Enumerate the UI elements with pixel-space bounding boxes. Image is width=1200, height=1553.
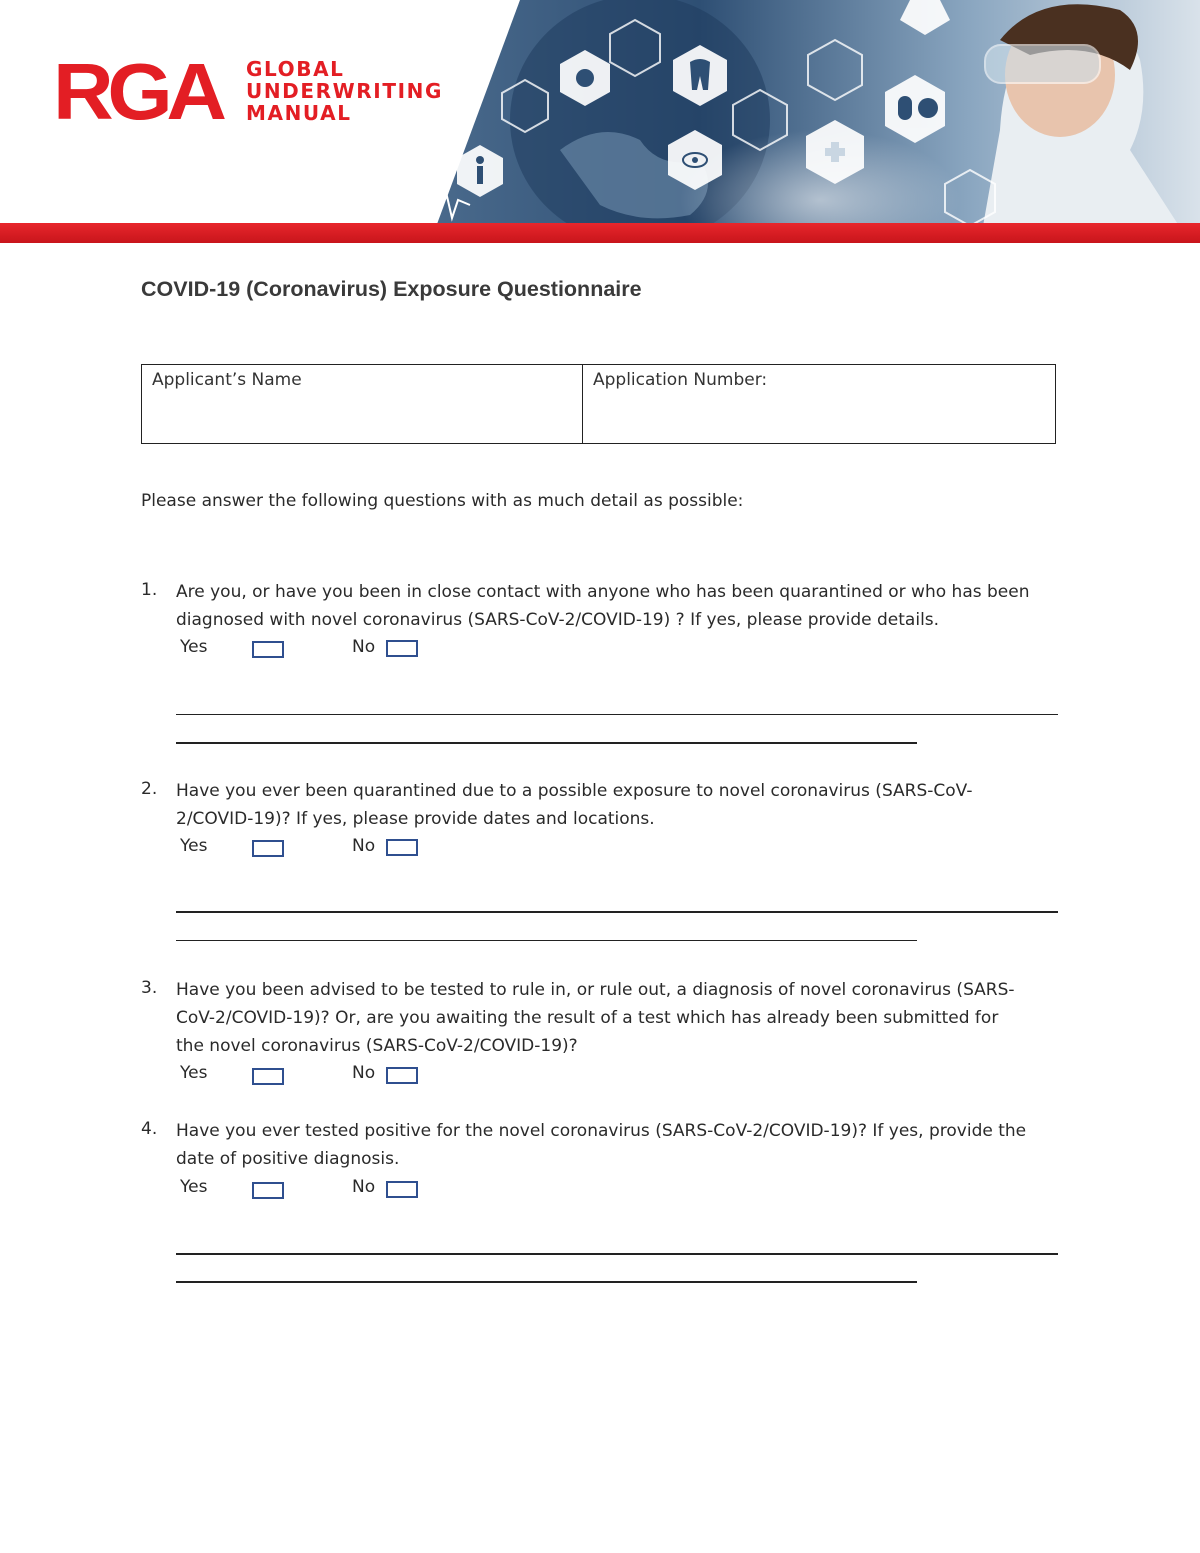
question-3-line-1: Have you been advised to be tested to rule in, or rule out, a diagnosis of novel coronavirus (SARS- (176, 980, 1015, 1000)
manual-name (246, 58, 443, 124)
question-4-answer-line-1[interactable] (176, 1253, 1058, 1255)
question-2-no-label: No (352, 836, 376, 856)
question-4-yes-checkbox[interactable] (252, 1182, 284, 1199)
applicant-name-cell[interactable] (142, 365, 583, 443)
question-2-line-2: 2/COVID-19)? If yes, please provide dates and locations. (176, 809, 655, 829)
question-4-number: 4. (141, 1119, 158, 1139)
question-1-line-1: Are you, or have you been in close contact with anyone who has been quarantined or who has been (176, 582, 1030, 602)
page-title: COVID-19 (Coronavirus) Exposure Questionnaire (141, 277, 642, 301)
question-3-yes-label: Yes (180, 1063, 208, 1083)
question-1-answer-line-2[interactable] (176, 742, 917, 744)
question-1-text (176, 578, 1029, 634)
question-1-number: 1. (141, 580, 158, 600)
logo-line-1: GLOBAL (246, 57, 345, 81)
application-number-cell[interactable] (583, 365, 1055, 443)
question-3-text (176, 976, 1015, 1060)
applicant-info-table (141, 364, 1056, 444)
question-4-no-checkbox[interactable] (386, 1181, 418, 1198)
red-accent-bar (0, 223, 1200, 243)
logo-line-2: UNDERWRITING (246, 79, 443, 103)
header-banner (0, 0, 1200, 243)
question-4-line-2: date of positive diagnosis. (176, 1149, 400, 1169)
question-2-no-checkbox[interactable] (386, 839, 418, 856)
question-2-line-1: Have you ever been quarantined due to a possible exposure to novel coronavirus (SARS-CoV- (176, 781, 973, 801)
question-1-yes-label: Yes (180, 637, 208, 657)
question-4-text (176, 1117, 1026, 1173)
question-2-text (176, 777, 972, 833)
question-3-no-checkbox[interactable] (386, 1067, 418, 1084)
question-3-number: 3. (141, 978, 158, 998)
applicant-name-label: Applicant’s Name (152, 370, 302, 390)
logo-line-3: MANUAL (246, 101, 352, 125)
question-3-yes-checkbox[interactable] (252, 1068, 284, 1085)
question-1-no-checkbox[interactable] (386, 640, 418, 657)
instructions-text: Please answer the following questions with as much detail as possible: (141, 491, 744, 511)
question-1-no-label: No (352, 637, 376, 657)
question-4-yes-label: Yes (180, 1177, 208, 1197)
rga-logo: RGA (53, 47, 221, 136)
question-2-answer-line-2[interactable] (176, 940, 917, 941)
question-1-yes-checkbox[interactable] (252, 641, 284, 658)
question-2-yes-label: Yes (180, 836, 208, 856)
question-1-answer-line-1[interactable] (176, 714, 1058, 715)
question-3-line-2: CoV-2/COVID-19)? Or, are you awaiting the result of a test which has already been submitted for (176, 1008, 999, 1028)
application-number-label: Application Number: (593, 370, 768, 390)
question-2-answer-line-1[interactable] (176, 911, 1058, 913)
question-2-number: 2. (141, 779, 158, 799)
question-4-line-1: Have you ever tested positive for the novel coronavirus (SARS-CoV-2/COVID-19)? If yes, provide the (176, 1121, 1027, 1141)
question-3-line-3: the novel coronavirus (SARS-CoV-2/COVID-19)? (176, 1036, 578, 1056)
question-4-answer-line-2[interactable] (176, 1281, 917, 1283)
question-4-no-label: No (352, 1177, 376, 1197)
question-3-no-label: No (352, 1063, 376, 1083)
question-2-yes-checkbox[interactable] (252, 840, 284, 857)
question-1-line-2: diagnosed with novel coronavirus (SARS-CoV-2/COVID-19) ? If yes, please provide details. (176, 610, 940, 630)
